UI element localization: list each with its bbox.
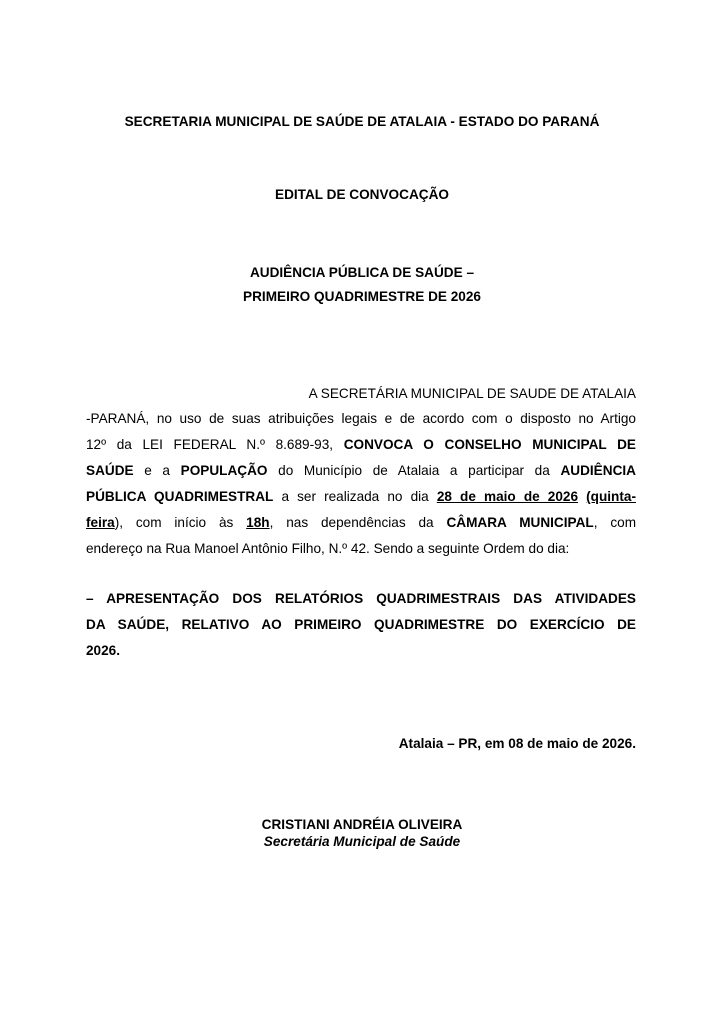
weekday-text: (quinta- [586,489,636,504]
subject-line-1: AUDIÊNCIA PÚBLICA DE SAÚDE – [249,265,475,280]
convocation-text: CONVOCA O CONSELHO MUNICIPAL DE [343,437,637,452]
health-text: SAÚDE [86,463,134,478]
quadrimestral-text: PÚBLICA QUADRIMESTRAL [86,489,274,504]
body-text: a ser realizada no dia [281,489,437,504]
subject-line-2: PRIMEIRO QUADRIMESTRE DE 2026 [243,289,481,304]
body-text: ), com início às [114,515,247,530]
meeting-date: 28 de maio de 2026 [436,489,579,504]
body-text: e a [144,463,181,478]
weekday-text-cont: feira [86,515,115,530]
agenda-line-1: – APRESENTAÇÃO DOS RELATÓRIOS QUADRIMESTRAIS DAS ATIVIDADES [86,591,636,606]
body-text: 12º da LEI FEDERAL N.º 8.689-93, [86,437,344,452]
body-line-3 [86,436,636,454]
body-line-5 [86,488,636,506]
meeting-time: 18h [246,515,270,530]
signatory-role: Secretária Municipal de Saúde [263,834,461,849]
agenda-line-2: DA SAÚDE, RELATIVO AO PRIMEIRO QUADRIMESTRE DO EXERCÍCIO DE [86,617,636,632]
body-line-4 [86,462,636,480]
population-text: POPULAÇÃO [180,463,268,478]
body-line-7: endereço na Rua Manoel Antônio Filho, N.º 42. Sendo a seguinte Ordem do dia: [86,541,570,556]
body-text: , nas dependências da [269,515,447,530]
date-line: Atalaia – PR, em 08 de maio de 2026. [398,736,636,751]
notice-title: EDITAL DE CONVOCAÇÃO [275,187,449,202]
institution-heading: SECRETARIA MUNICIPAL DE SAÚDE DE ATALAIA - ESTADO DO PARANÁ [124,114,600,129]
venue-text: CÂMARA MUNICIPAL [446,515,594,530]
body-line-6 [86,514,636,532]
hearing-text: AUDIÊNCIA [560,463,636,478]
body-text: , com [593,515,637,530]
spacer-text [578,489,586,504]
body-line-1: A SECRETÁRIA MUNICIPAL DE SAUDE DE ATALAIA [308,386,636,401]
body-text: do Município de Atalaia a participar da [278,463,561,478]
agenda-line-3: 2026. [86,643,121,658]
signatory-name: CRISTIANI ANDRÉIA OLIVEIRA [261,817,463,832]
body-line-2: -PARANÁ, no uso de suas atribuições legais e de acordo com o disposto no Artigo [86,411,636,426]
